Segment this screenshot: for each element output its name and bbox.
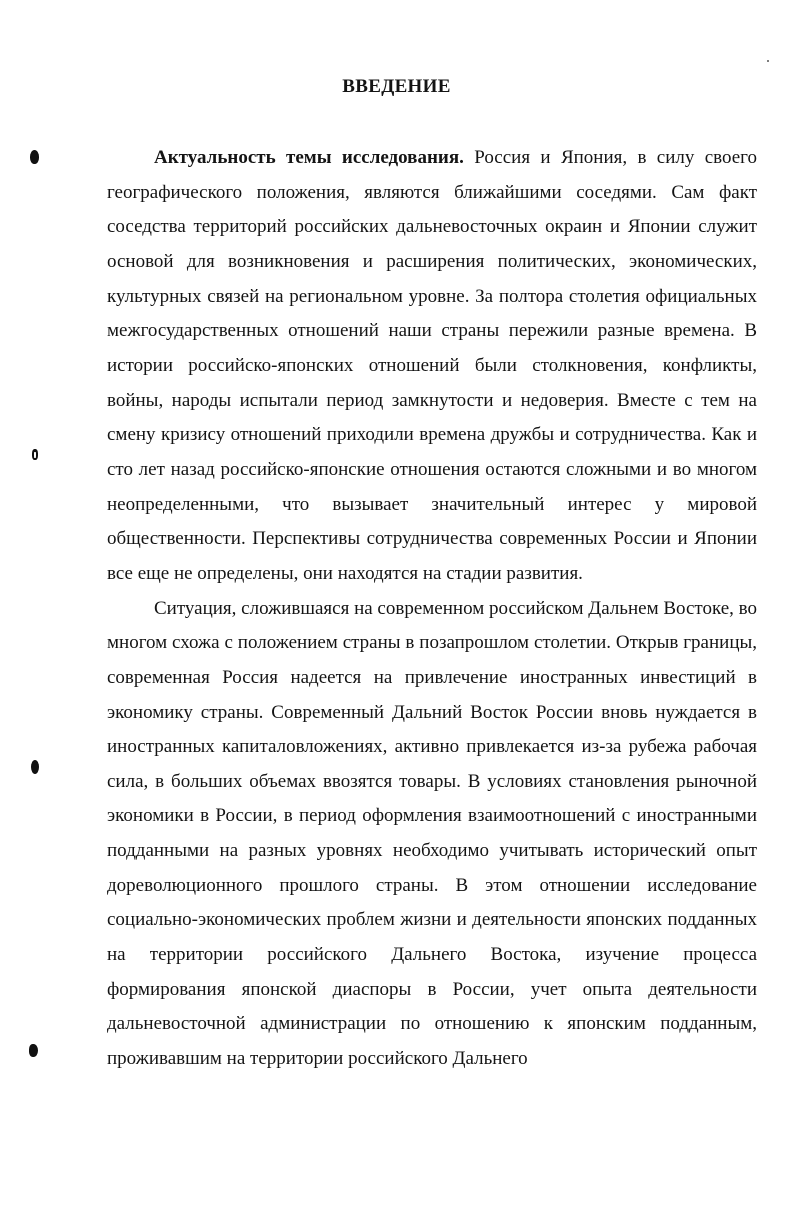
paragraph-relevance xyxy=(107,141,757,592)
margin-mark xyxy=(32,449,38,460)
paragraph-text: Россия и Япония, в силу своего географического положения, являются ближайшими соседями. Сам факт соседства территорий российских дальневосточных окраин и Японии служит основой для возникновения и расширения политических, экономических, культурных связей на региональном уровне. За полтора столетия официальных межгосударственных отношений наши страны пережили разные времена. В истории российско-японских отношений были столкновения, конфликты, войны, народы испытали период замкнутости и недоверия. Вместе с тем на смену кризису отношений приходили времена дружбы и сотрудничества. Как и сто лет назад российско-японские отношения остаются сложными и во многом неопределенными, что вызывает значительный интерес у мировой общественности. Перспективы сотрудничества современных России и Японии все еще не определены, они находятся на стадии развития. xyxy=(107,147,757,584)
paragraph-lead: Актуальность темы исследования. xyxy=(154,147,464,168)
page-title: ВВЕДЕНИЕ xyxy=(342,76,451,97)
scan-speck xyxy=(767,60,769,62)
margin-mark xyxy=(30,150,39,164)
margin-mark xyxy=(31,760,39,774)
body-text xyxy=(107,141,757,1077)
margin-mark xyxy=(29,1044,38,1057)
paragraph-situation: Ситуация, сложившаяся на современном российском Дальнем Востоке, во многом схожа с положением страны в позапрошлом столетии. Открыв границы, современная Россия надеется на привлечение иностранных инвестиций в экономику страны. Современный Дальний Восток России вновь нуждается в иностранных капиталовложениях, активно привлекается из-за рубежа рабочая сила, в больших объемах ввозятся товары. В условиях становления рыночной экономики в России, в период оформления взаимоотношений с иностранными подданными на разных уровнях необходимо учитывать исторический опыт дореволюционного прошлого страны. В этом отношении исследование социально-экономических проблем жизни и деятельности японских подданных на территории российского Дальнего Востока, изучение процесса формирования японской диаспоры в России, учет опыта деятельности дальневосточной администрации по отношению к японским подданным, проживавшим на территории российского Дальнего xyxy=(107,597,758,1070)
